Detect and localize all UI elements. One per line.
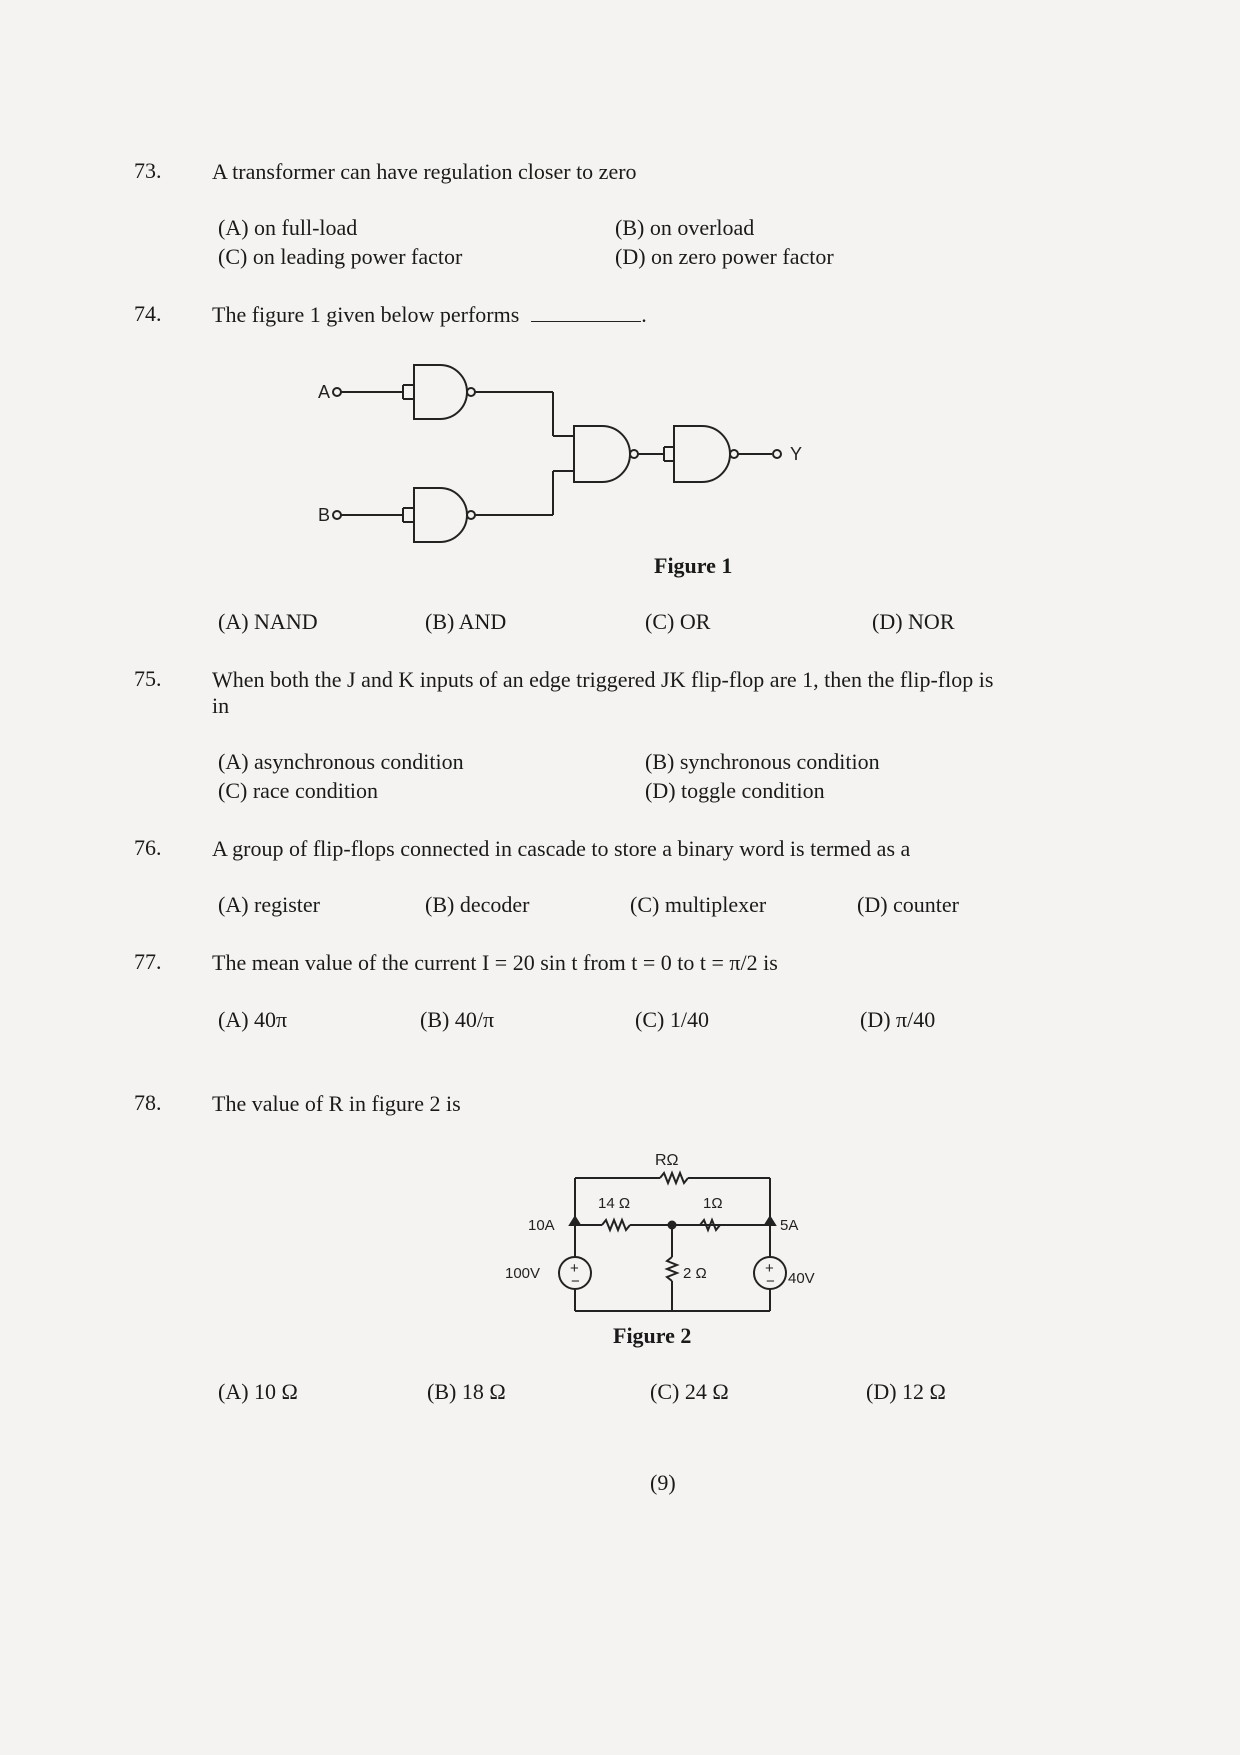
source-100v-label: 100V [505, 1265, 541, 1282]
question-text: The mean value of the current I = 20 sin t from t = 0 to t = π/2 is [212, 950, 778, 975]
resistor-r-label: RΩ [655, 1152, 679, 1169]
input-b-label: B [318, 505, 331, 525]
option-d: (D) on zero power factor [615, 244, 834, 269]
inverter-bubble-1 [467, 388, 475, 396]
blank-period: . [641, 302, 647, 327]
figure-caption: Figure 2 [613, 1323, 692, 1348]
current-arrow-right [765, 1217, 775, 1225]
question-number: 74. [134, 301, 162, 326]
inverter-bubble-4 [730, 450, 738, 458]
option-c: (C) 24 Ω [650, 1379, 729, 1404]
resistor-14-ohm [602, 1220, 630, 1230]
figure-1-logic-circuit [300, 355, 880, 555]
answer-blank [531, 321, 641, 322]
resistor-1-label: 1Ω [703, 1195, 723, 1212]
option-b: (B) 40/π [420, 1007, 495, 1032]
current-arrow-left [570, 1217, 580, 1225]
plus-sign-left: + [570, 1260, 579, 1277]
nand-gate-2 [414, 488, 467, 542]
option-b: (B) on overload [615, 215, 755, 240]
plus-sign-right: + [765, 1260, 774, 1277]
option-c: (C) race condition [218, 778, 379, 803]
minus-sign-left: − [571, 1273, 580, 1290]
inverter-bubble-2 [467, 511, 475, 519]
page-number: (9) [650, 1470, 676, 1495]
nand-gate-1 [414, 365, 467, 419]
question-text: When both the J and K inputs of an edge triggered JK flip-flop are 1, then the flip-flop is [212, 667, 994, 692]
option-a: (A) NAND [218, 609, 318, 634]
current-5a-label: 5A [780, 1217, 799, 1234]
question-text-body: The figure 1 given below performs [212, 302, 520, 327]
option-b: (B) 18 Ω [427, 1379, 506, 1404]
option-a: (A) on full-load [218, 215, 358, 240]
input-b-terminal [333, 511, 341, 519]
question-number: 73. [134, 158, 162, 183]
source-40v-label: 40V [788, 1270, 815, 1287]
option-d: (D) counter [857, 892, 960, 917]
output-y-label: Y [790, 444, 803, 464]
option-b: (B) decoder [425, 892, 530, 917]
minus-sign-right: − [766, 1273, 775, 1290]
option-c: (C) on leading power factor [218, 244, 463, 269]
option-d: (D) π/40 [860, 1007, 936, 1032]
input-a-label: A [318, 382, 331, 402]
option-d: (D) toggle condition [645, 778, 825, 803]
figure-caption: Figure 1 [654, 553, 733, 578]
question-text: The value of R in figure 2 is [212, 1091, 461, 1116]
resistor-14-label: 14 Ω [598, 1195, 631, 1212]
resistor-2-ohm [667, 1257, 677, 1281]
option-b: (B) AND [425, 609, 507, 634]
option-b: (B) synchronous condition [645, 749, 880, 774]
current-10a-label: 10A [528, 1217, 555, 1234]
nand-gate-3 [574, 426, 630, 482]
option-a: (A) register [218, 892, 321, 917]
resistor-2-label: 2 Ω [683, 1265, 707, 1282]
option-d: (D) 12 Ω [866, 1379, 946, 1404]
option-d: (D) NOR [872, 609, 955, 634]
question-number: 78. [134, 1090, 162, 1115]
option-c: (C) OR [645, 609, 711, 634]
option-a: (A) 10 Ω [218, 1379, 298, 1404]
inverter-bubble-3 [630, 450, 638, 458]
question-number: 77. [134, 949, 162, 974]
option-a: (A) 40π [218, 1007, 288, 1032]
question-number: 76. [134, 835, 162, 860]
question-text: A transformer can have regulation closer to zero [212, 159, 637, 184]
option-c: (C) multiplexer [630, 892, 767, 917]
input-a-terminal [333, 388, 341, 396]
option-c: (C) 1/40 [635, 1007, 709, 1032]
nand-gate-4 [674, 426, 730, 482]
question-text [212, 301, 647, 329]
figure-2-circuit [500, 1145, 840, 1320]
question-text: A group of flip-flops connected in cascade to store a binary word is termed as a [212, 836, 911, 861]
output-y-terminal [773, 450, 781, 458]
option-a: (A) asynchronous condition [218, 749, 464, 774]
question-text-continued: in [212, 693, 230, 718]
question-number: 75. [134, 666, 162, 691]
resistor-r [660, 1173, 688, 1183]
